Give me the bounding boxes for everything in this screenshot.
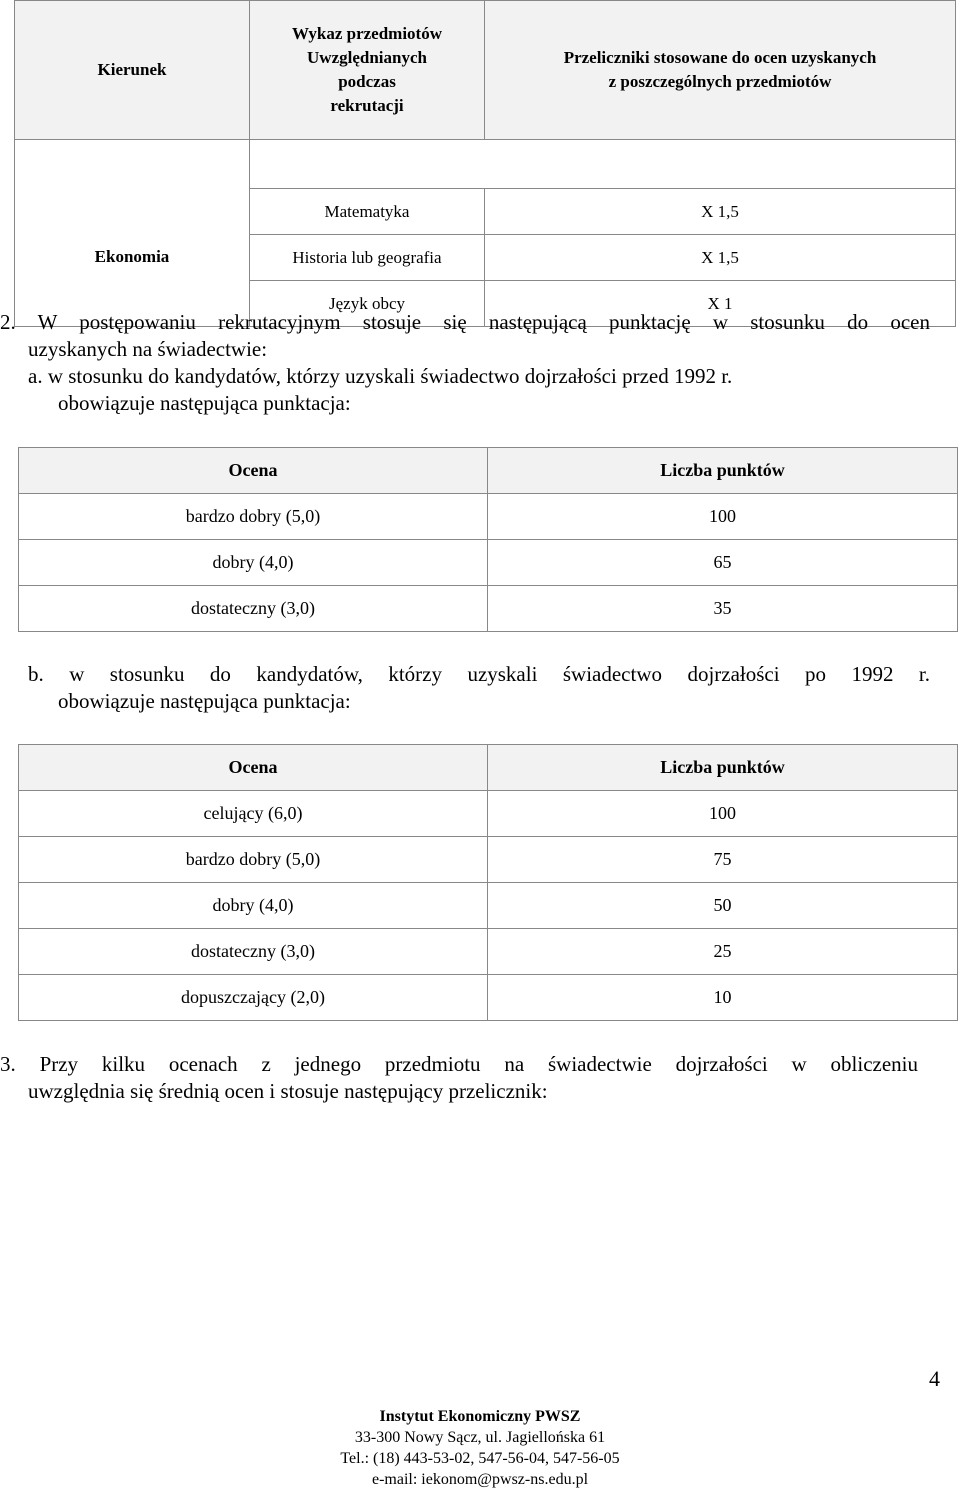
table-row: bardzo dobry (5,0) 75	[19, 837, 958, 883]
multiplier-cell: X 1,5	[485, 189, 956, 235]
header-ocena: Ocena	[19, 448, 488, 494]
section2-b: b. w stosunku do kandydatów, którzy uzyskali świadectwo dojrzałości po 1992 r. obowiązuje następująca punktacja:	[28, 662, 930, 713]
header-wykaz: Wykaz przedmiotów Uwzględnianych podczas rekrutacji	[250, 1, 485, 140]
grade-table-a	[18, 447, 958, 632]
table-row: dopuszczający (2,0) 10	[19, 975, 958, 1021]
footer-phone: Tel.: (18) 443-53-02, 547-56-04, 547-56-05	[340, 1450, 620, 1467]
blank-cell	[15, 140, 250, 189]
footer-org: Instytut Ekonomiczny PWSZ	[379, 1408, 581, 1425]
subject-cell: Język obcy	[250, 281, 485, 327]
table-row: dostateczny (3,0) 25	[19, 929, 958, 975]
table-row: dostateczny (3,0) 35	[19, 586, 958, 632]
subject-cell: Matematyka	[250, 189, 485, 235]
header-ocena: Ocena	[19, 745, 488, 791]
footer-email: e-mail: iekonom@pwsz-ns.edu.pl	[371, 1471, 589, 1488]
header-liczba-punktow: Liczba punktów	[488, 745, 958, 791]
header-kierunek: Kierunek	[15, 1, 250, 140]
kierunek-value: Ekonomia	[15, 189, 250, 327]
multiplier-cell: X 1	[485, 281, 956, 327]
multiplier-cell: X 1,5	[485, 235, 956, 281]
subject-cell: Historia lub geografia	[250, 235, 485, 281]
header-liczba-punktow: Liczba punktów	[488, 448, 958, 494]
page-number: 4	[929, 1366, 940, 1391]
table-row: celujący (6,0) 100	[19, 791, 958, 837]
grade-table-b	[18, 744, 958, 1021]
table-row: dobry (4,0) 65	[19, 540, 958, 586]
table-row: bardzo dobry (5,0) 100	[19, 494, 958, 540]
subjects-table	[14, 0, 956, 327]
section2-intro: 2. W postępowaniu rekrutacyjnym stosuje się następującą punktację w stosunku do ocen uzyskanych na świadectwie: a. w stosunku do kandydatów, którzy uzyskali świadectwo dojrzałości przed 1992 r. obowiązuje następująca punktacja:	[0, 310, 930, 415]
footer-address: 33-300 Nowy Sącz, ul. Jagiellońska 61	[354, 1429, 606, 1446]
blank-cell	[250, 140, 956, 189]
header-przeliczniki: Przeliczniki stosowane do ocen uzyskanych z poszczególnych przedmiotów	[485, 1, 956, 140]
table-row: dobry (4,0) 50	[19, 883, 958, 929]
footer	[0, 1406, 960, 1490]
section3: 3. Przy kilku ocenach z jednego przedmiotu na świadectwie dojrzałości w obliczeniu uwzględnia się średnią ocen i stosuje następujący przelicznik:	[0, 1052, 918, 1103]
